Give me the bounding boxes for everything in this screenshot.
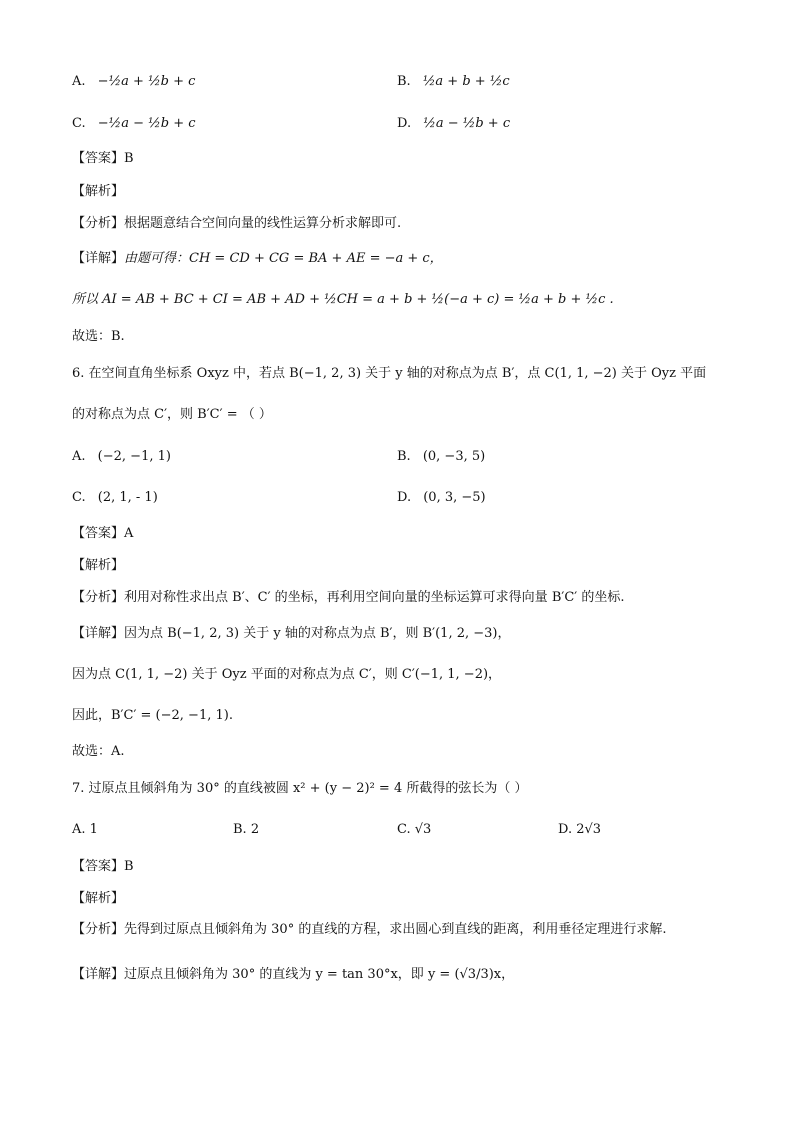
option-label: B. (397, 74, 411, 89)
q6-analysis-tag (72, 556, 124, 576)
stem-text: 的对称点为点 C′，则 B′C′ = （ ） (72, 407, 272, 422)
fenxi-text: 先得到过原点且倾斜角为 30° 的直线的方程，求出圆心到直线的距离，利用垂径定理进行求解. (124, 922, 667, 937)
option-text: A. 1 (72, 822, 98, 837)
option-label: A. (72, 449, 86, 464)
fenxi-tag: 【分析】 (72, 590, 125, 605)
q7-stem (72, 779, 528, 799)
q6-detail-3 (72, 706, 233, 726)
option-text: B. 2 (233, 822, 260, 837)
answer-value: B (124, 859, 134, 874)
q6-detail-1 (72, 624, 510, 644)
q7-option-d (558, 820, 601, 840)
q6-stem-1 (72, 364, 706, 384)
option-label: C. (72, 490, 86, 505)
detail-text: 所以 AI = AB + BC + CI = AB + AD + ½CH = a + b + ½(−a + c) = ½a + b + ½c . (72, 292, 614, 307)
q7-option-b (233, 820, 259, 840)
option-text: C. √3 (397, 822, 432, 837)
q7-option-a (72, 820, 98, 840)
choice-text: 故选：B. (72, 329, 125, 344)
q5-detail-1 (72, 249, 443, 269)
q5-option-b (397, 72, 510, 92)
option-label: D. (397, 490, 412, 505)
q7-answer (72, 857, 134, 877)
option-text: (0, 3, −5) (423, 490, 486, 505)
q6-answer (72, 524, 133, 544)
q6-detail-2 (72, 665, 501, 685)
q7-analysis-tag (72, 889, 124, 909)
option-label: D. (397, 116, 412, 131)
q6-fenxi (72, 588, 624, 608)
answer-tag: 【答案】 (72, 151, 125, 166)
option-label: A. (72, 74, 86, 89)
answer-tag: 【答案】 (72, 526, 125, 541)
stem-text: 7. 过原点且倾斜角为 30° 的直线被圆 x² + (y − 2)² = 4 所截得的弦长为（ ） (72, 781, 528, 796)
q5-detail-2 (72, 290, 614, 310)
option-text: (0, −3, 5) (422, 449, 486, 464)
option-label: C. (72, 116, 86, 131)
q5-choice (72, 327, 125, 347)
fenxi-text: 根据题意结合空间向量的线性运算分析求解即可. (124, 216, 402, 231)
q5-option-c (72, 114, 196, 134)
q7-fenxi (72, 920, 666, 940)
detail-tag: 【详解】 (72, 626, 125, 641)
fenxi-tag: 【分析】 (72, 922, 125, 937)
detail-tag: 【详解】 (72, 967, 125, 982)
detail-text: 过原点且倾斜角为 30° 的直线为 y = tan 30°x，即 y = (√3/3)x， (124, 967, 515, 982)
q6-option-d (397, 488, 486, 508)
q5-analysis-tag (72, 182, 124, 202)
q6-choice (72, 742, 125, 762)
option-text: (2, 1, - 1) (97, 490, 158, 505)
analysis-tag: 【解析】 (72, 558, 125, 573)
detail-text: 由题可得：CH = CD + CG = BA + AE = −a + c， (124, 251, 443, 266)
answer-tag: 【答案】 (72, 859, 125, 874)
option-text: D. 2√3 (558, 822, 602, 837)
q5-option-d (397, 114, 510, 134)
q5-option-a (72, 72, 195, 92)
option-text: −½a + ½b + c (97, 74, 196, 89)
answer-value: A (124, 526, 134, 541)
detail-text: 因为点 C(1, 1, −2) 关于 Oyz 平面的对称点为点 C′，则 C′(−1, 1, −2)， (72, 667, 502, 682)
detail-text: 因此，B′C′ = (−2, −1, 1). (72, 708, 233, 723)
fenxi-text: 利用对称性求出点 B′、C′ 的坐标，再利用空间向量的坐标运算可求得向量 B′C′ 的坐标. (124, 590, 625, 605)
q6-option-a (72, 447, 171, 467)
q7-option-c (397, 820, 431, 840)
option-text: ½a − ½b + c (423, 116, 511, 131)
q6-option-c (72, 488, 158, 508)
fenxi-tag: 【分析】 (72, 216, 125, 231)
choice-text: 故选：A. (72, 744, 125, 759)
q7-detail-1 (72, 965, 514, 985)
option-text: ½a + b + ½c (422, 74, 510, 89)
option-text: (−2, −1, 1) (97, 449, 171, 464)
q5-answer (72, 149, 134, 169)
detail-tag: 【详解】 (72, 251, 125, 266)
q6-stem-2 (72, 405, 272, 425)
stem-text: 6. 在空间直角坐标系 Oxyz 中，若点 B(−1, 2, 3) 关于 y 轴的对称点为点 B′，点 C(1, 1, −2) 关于 Oyz 平面 (72, 366, 707, 381)
q6-option-b (397, 447, 485, 467)
answer-value: B (124, 151, 134, 166)
detail-text: 因为点 B(−1, 2, 3) 关于 y 轴的对称点为点 B′，则 B′(1, 2, −3)， (124, 626, 511, 641)
option-label: B. (397, 449, 411, 464)
analysis-tag: 【解析】 (72, 891, 125, 906)
analysis-tag: 【解析】 (72, 184, 125, 199)
q5-fenxi (72, 214, 401, 234)
option-text: −½a − ½b + c (97, 116, 196, 131)
